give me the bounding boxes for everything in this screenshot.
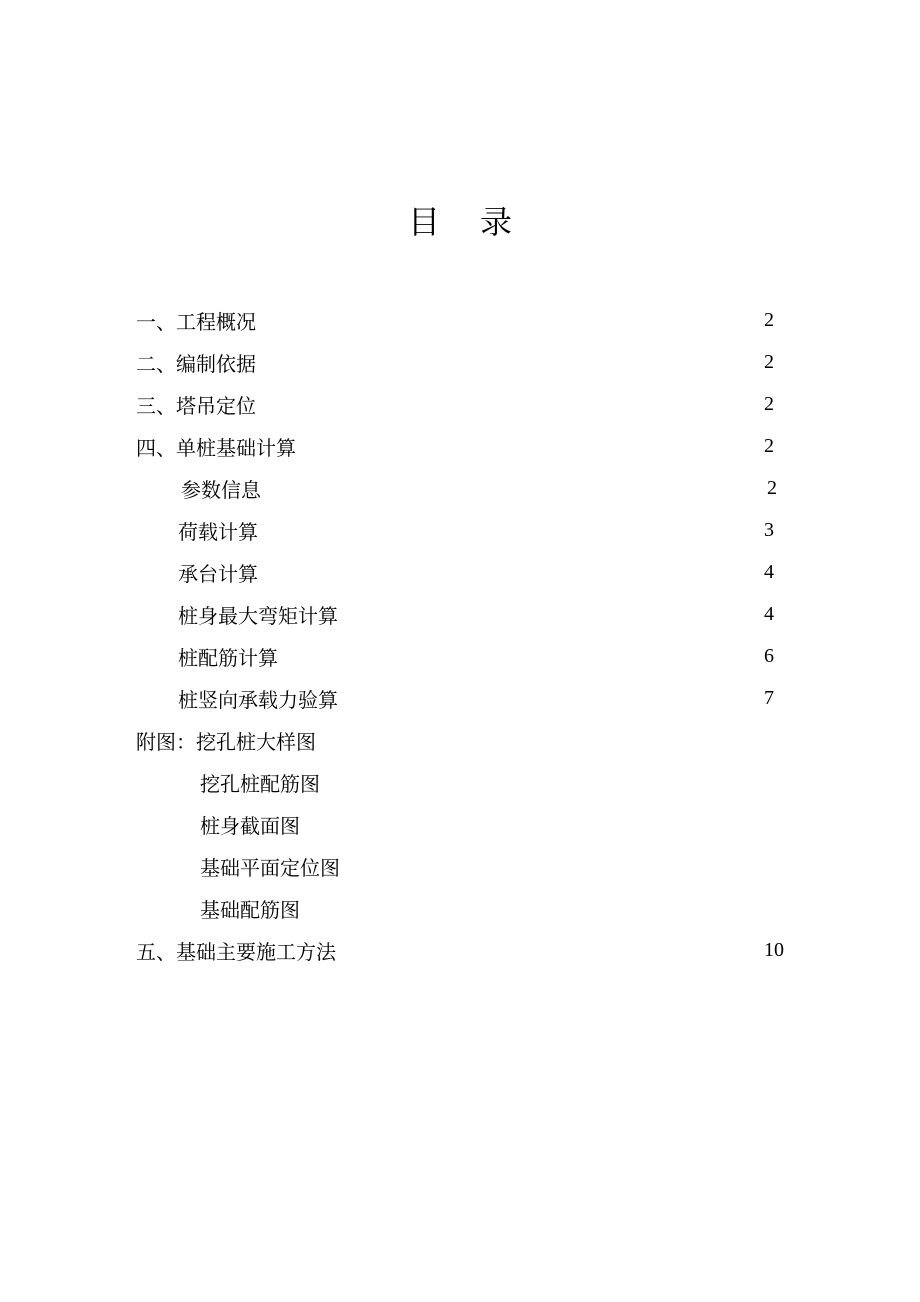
dot-leader — [257, 389, 763, 419]
toc-entry-7[interactable] — [178, 557, 774, 587]
toc-page-number: 2 — [764, 308, 774, 331]
toc-label: 二、编制依据 — [136, 351, 256, 376]
toc-label: 挖孔桩配筋图 — [200, 771, 320, 796]
toc-page-number: 2 — [767, 476, 777, 499]
toc-label: 基础平面定位图 — [200, 855, 340, 880]
toc-label: 四、单桩基础计算 — [136, 435, 296, 460]
toc-label: 参数信息 — [181, 477, 261, 502]
toc-page-number: 2 — [764, 350, 774, 373]
toc-page-number: 4 — [764, 602, 774, 625]
dot-leader — [337, 935, 763, 965]
dot-leader — [279, 641, 763, 671]
toc-label: 三、塔吊定位 — [136, 393, 256, 418]
toc-page-number: 10 — [764, 938, 784, 961]
toc-label: 一、工程概况 — [136, 309, 256, 334]
toc-label: 桩配筋计算 — [178, 645, 278, 670]
toc-entry-appendix[interactable] — [136, 725, 316, 755]
toc-entry-9[interactable] — [178, 641, 774, 671]
toc-page-number: 7 — [764, 686, 774, 709]
toc-label: 五、基础主要施工方法 — [136, 939, 336, 964]
toc-entry-appendix-3[interactable] — [200, 851, 340, 881]
toc-label: 附图：挖孔桩大样图 — [136, 729, 316, 754]
dot-leader — [339, 599, 763, 629]
toc-entry-appendix-1[interactable] — [200, 767, 320, 797]
toc-label: 荷载计算 — [178, 519, 258, 544]
dot-leader — [259, 515, 763, 545]
toc-entry-6[interactable] — [178, 515, 774, 545]
toc-entry-10[interactable] — [178, 683, 774, 713]
toc-entry-4[interactable] — [136, 431, 774, 461]
toc-entry-appendix-4[interactable] — [200, 893, 300, 923]
dot-leader — [339, 683, 763, 713]
toc-page-number: 6 — [764, 644, 774, 667]
dot-leader — [257, 305, 763, 335]
toc-label: 桩身最大弯矩计算 — [178, 603, 338, 628]
toc-entry-appendix-2[interactable] — [200, 809, 300, 839]
toc-entry-11[interactable] — [136, 935, 784, 965]
toc-page-number: 3 — [764, 518, 774, 541]
toc-entry-3[interactable] — [136, 389, 774, 419]
toc-label: 基础配筋图 — [200, 897, 300, 922]
toc-label: 承台计算 — [178, 561, 258, 586]
toc-page-number: 4 — [764, 560, 774, 583]
toc-entry-1[interactable] — [136, 305, 774, 335]
dot-leader — [259, 557, 763, 587]
title-char-2: 录 — [480, 203, 513, 241]
toc-label: 桩身截面图 — [200, 813, 300, 838]
dot-leader — [262, 473, 766, 503]
dot-leader — [297, 431, 763, 461]
toc-label: 桩竖向承载力验算 — [178, 687, 338, 712]
title-char-1: 目 — [407, 203, 440, 241]
toc-page-number: 2 — [764, 392, 774, 415]
toc-entry-5[interactable] — [181, 473, 777, 503]
toc-page-number: 2 — [764, 434, 774, 457]
dot-leader — [257, 347, 763, 377]
toc-entry-8[interactable] — [178, 599, 774, 629]
toc-entry-2[interactable] — [136, 347, 774, 377]
